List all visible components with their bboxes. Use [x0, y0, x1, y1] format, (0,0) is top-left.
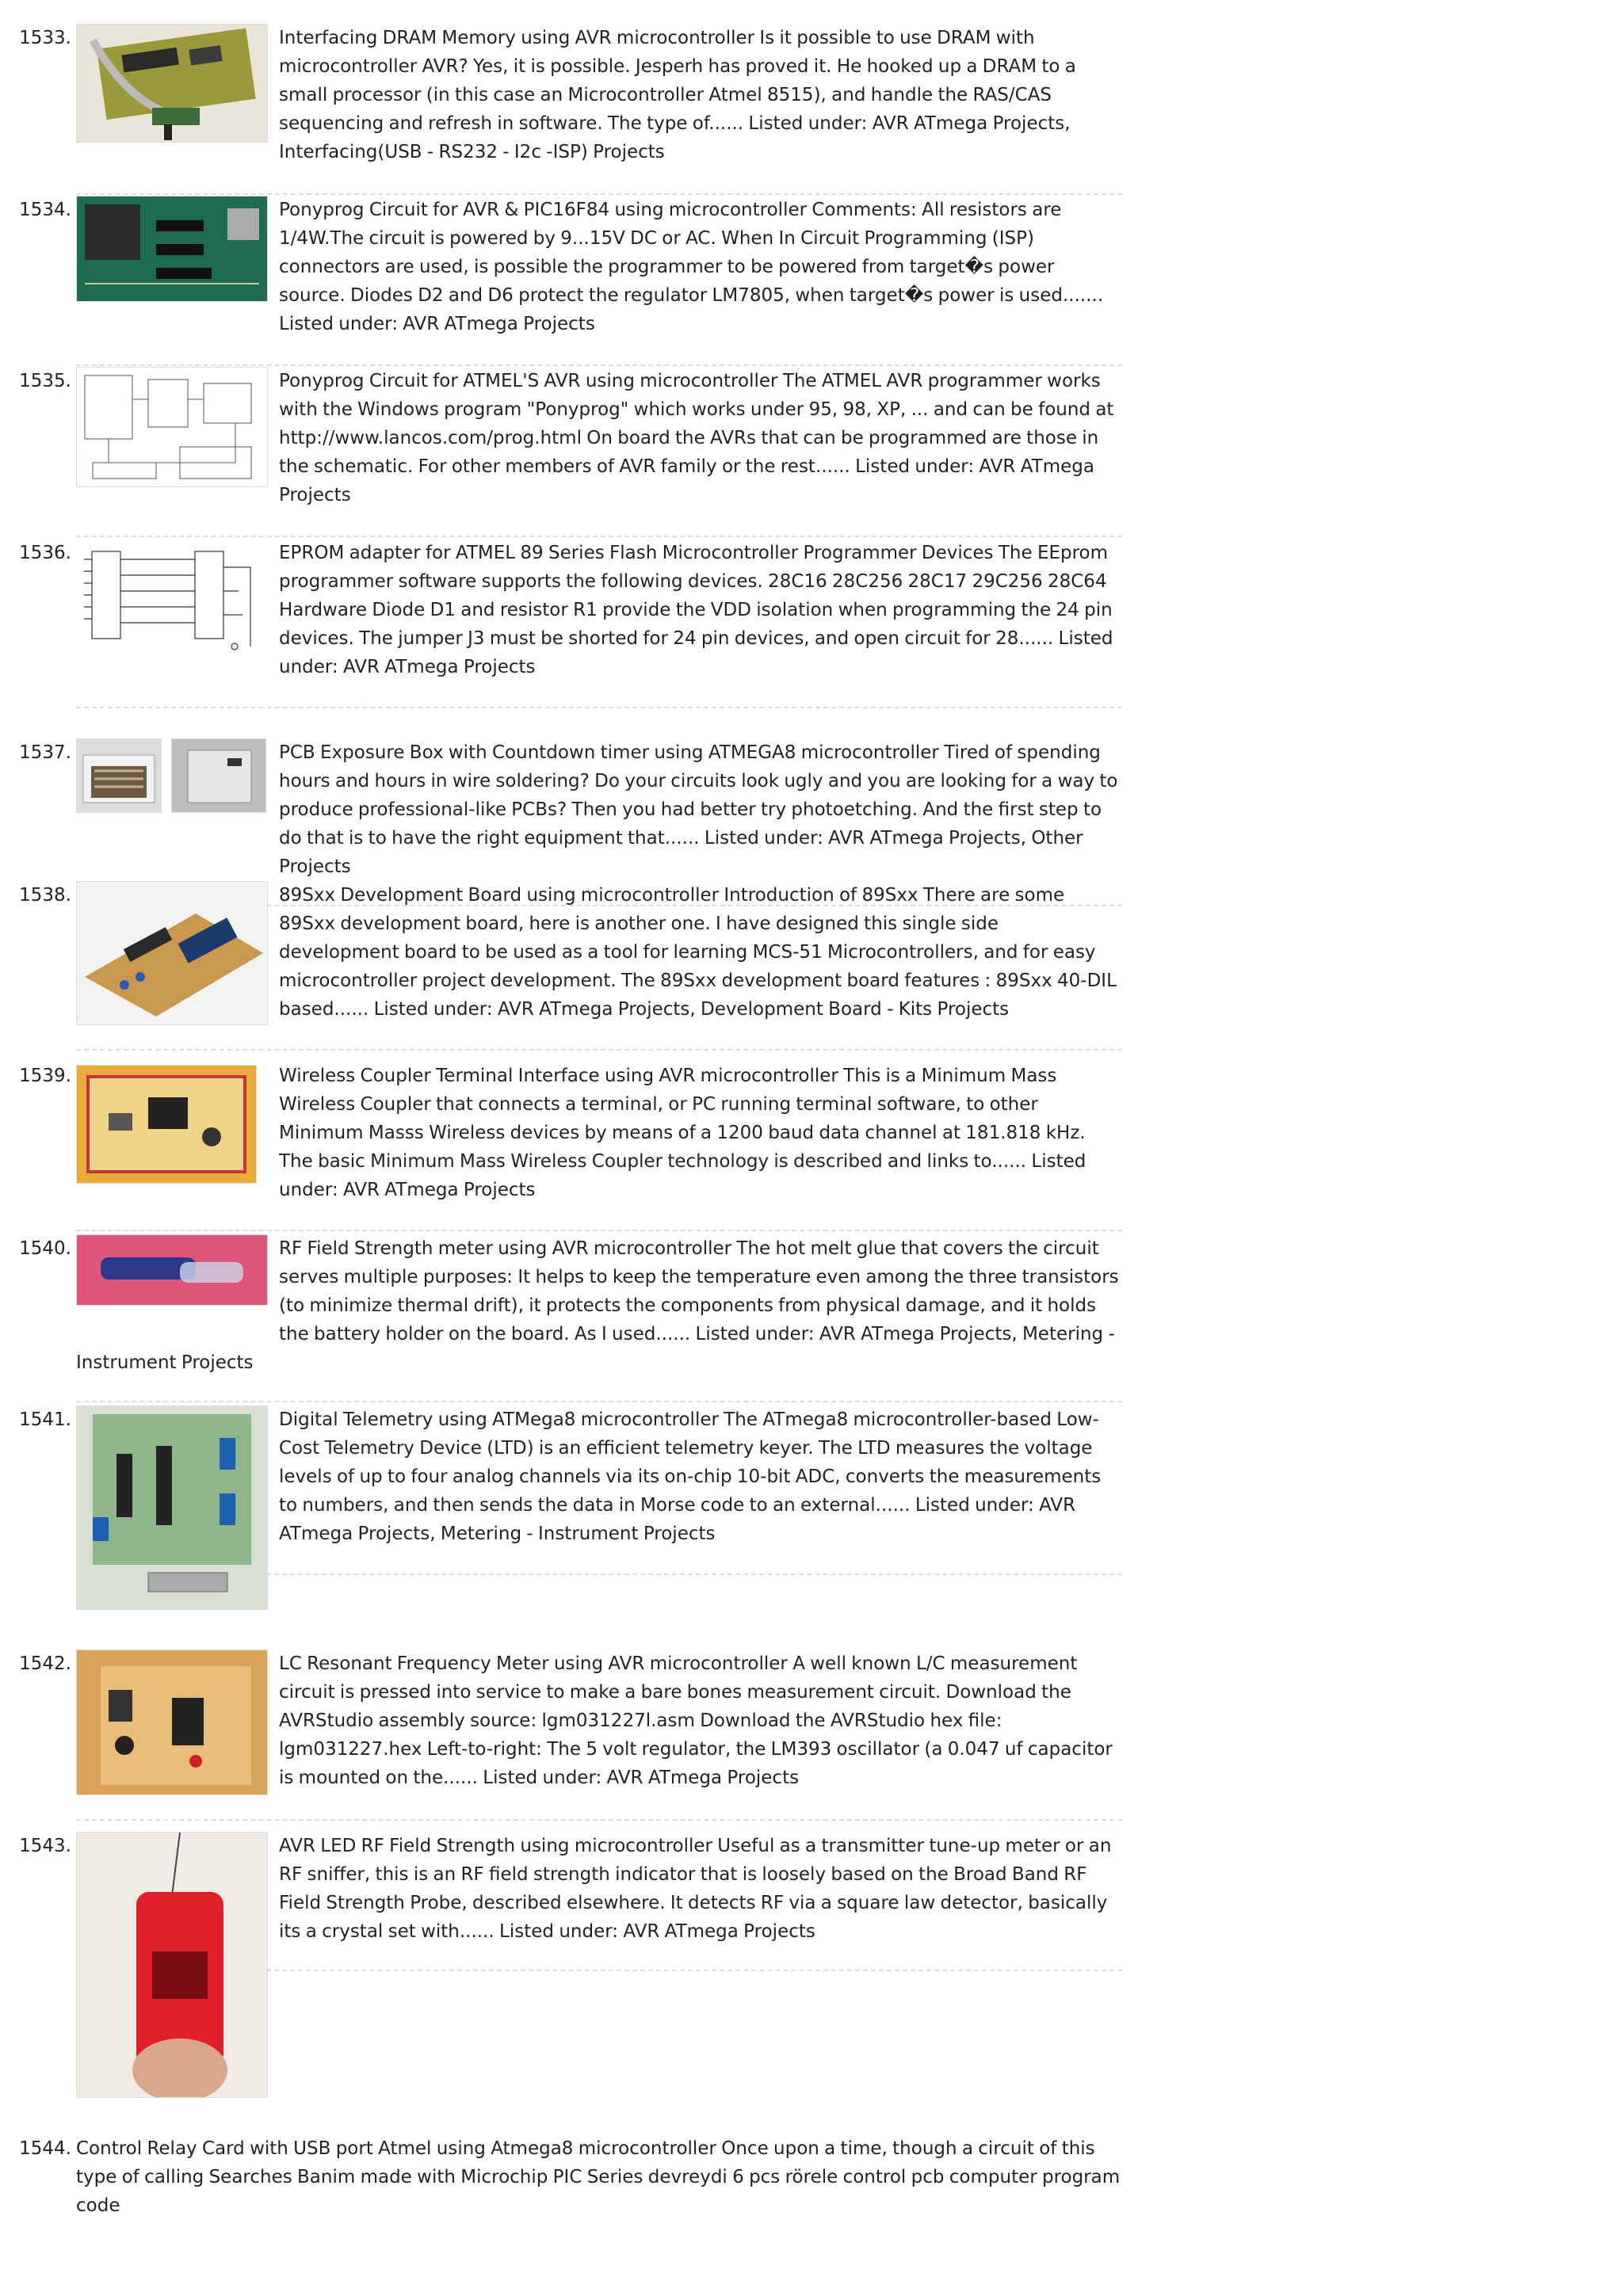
project-thumbnail[interactable] — [76, 1650, 268, 1795]
project-thumbnail[interactable] — [76, 1832, 268, 2098]
item-number: 1535. — [19, 371, 71, 391]
list-item — [0, 539, 1125, 697]
list-item — [0, 1832, 1125, 2101]
item-number: 1538. — [19, 885, 71, 906]
project-thumbnail[interactable] — [76, 367, 268, 487]
project-thumbnail[interactable] — [171, 738, 266, 813]
project-thumbnail[interactable] — [76, 24, 268, 143]
project-thumbnail[interactable] — [76, 738, 162, 813]
list-item — [0, 2134, 1125, 2216]
item-number: 1539. — [19, 1066, 71, 1086]
divider — [76, 1049, 1122, 1051]
divider — [76, 1230, 1122, 1231]
project-thumbnail[interactable] — [76, 1405, 268, 1610]
item-description[interactable]: LC Resonant Frequency Meter using AVR microcontroller A well known L/C measurement circuit is pressed into service to make a bare bones measurement circuit. Download the AVRStudio assembly source: lgm031227l.asm Download the AVRStudio hex file: lgm031227.hex Left-to-right: The 5 volt regulator, the LM393 oscillator (a 0.047 uf capacitor is mounted on the...... Listed under: AVR ATmega Projects — [279, 1653, 1113, 1788]
list-item — [0, 196, 1125, 338]
project-thumbnail[interactable] — [76, 196, 268, 302]
divider — [76, 1401, 1122, 1402]
item-number: 1533. — [19, 28, 71, 48]
project-thumbnail[interactable] — [76, 1065, 257, 1184]
item-description[interactable]: Control Relay Card with USB port Atmel using Atmega8 microcontroller Once upon a time, though a circuit of this type of calling Searches Banim made with Microchip PIC Series devreydi 6 pcs rörele control pcb computer program code — [76, 2138, 1121, 2216]
list-item — [0, 881, 1125, 1024]
divider — [266, 1970, 1122, 1971]
list-item — [0, 738, 1125, 881]
divider — [76, 536, 1122, 537]
item-description[interactable]: PCB Exposure Box with Countdown timer using ATMEGA8 microcontroller Tired of spending hours and hours in wire soldering? Do your circuits look ugly and you are looking for a way to produce professional-like PCBs? Then you had better try photoetching. And the first step to do that is to have the right equipment that...... Listed under: AVR ATmega Projects, Other Projects — [279, 742, 1118, 877]
item-description[interactable]: Interfacing DRAM Memory using AVR microcontroller Is it possible to use DRAM with microcontroller AVR? Yes, it is possible. Jesperh has proved it. He hooked up a DRAM to a small processor (in this case an Microcontroller Atmel 8515), and handle the RAS/CAS sequencing and refresh in software. The type of...... Listed under: AVR ATmega Projects, Interfacing(USB - RS232 - I2c -ISP) Projects — [279, 28, 1076, 162]
divider — [76, 707, 1122, 708]
list-item — [0, 1650, 1125, 1800]
list-item — [0, 1062, 1125, 1204]
item-number: 1544. — [19, 2138, 71, 2159]
item-description[interactable]: 89Sxx Development Board using microcontroller Introduction of 89Sxx There are some 89Sxx development board, here is another one. I have designed this single side development board to be used as a tool for learning MCS-51 Microcontrollers, and for easy microcontroller project development. The 89Sxx development board features : 89Sxx 40-DIL based...... Listed under: AVR ATmega Projects, Development Board - Kits Projects — [279, 885, 1117, 1020]
item-number: 1541. — [19, 1409, 71, 1430]
project-thumbnail[interactable] — [76, 1234, 268, 1306]
divider — [76, 364, 1122, 366]
item-number: 1542. — [19, 1653, 71, 1674]
item-description[interactable]: Ponyprog Circuit for ATMEL'S AVR using microcontroller The ATMEL AVR programmer works with the Windows program "Ponyprog" which works under 95, 98, XP, ... and can be found at http://www.lancos.com/prog.html On board the AVRs that can be programmed are those in the schematic. For other members of AVR family or the rest...... Listed under: AVR ATmega Projects — [279, 371, 1114, 505]
item-number: 1536. — [19, 543, 71, 563]
list-item — [0, 367, 1125, 509]
item-description-continued[interactable]: Instrument Projects — [76, 1352, 254, 1373]
list-item — [0, 1234, 1125, 1377]
divider — [76, 193, 1122, 195]
divider — [266, 1573, 1122, 1575]
project-thumbnail[interactable] — [76, 881, 268, 1025]
item-description[interactable]: RF Field Strength meter using AVR microcontroller The hot melt glue that covers the circuit serves multiple purposes: It helps to keep the temperature even among the three transistors (to minimize thermal drift), it protects the components from physical damage, and it holds the battery holder on the board. As I used...... Listed under: AVR ATmega Projects, Metering - — [279, 1238, 1119, 1344]
project-thumbnail[interactable] — [76, 543, 266, 662]
item-number: 1540. — [19, 1238, 71, 1259]
list-item — [0, 1405, 1125, 1611]
item-number: 1543. — [19, 1836, 71, 1856]
item-number: 1534. — [19, 200, 71, 220]
item-description[interactable]: Wireless Coupler Terminal Interface using AVR microcontroller This is a Minimum Mass Wireless Coupler that connects a terminal, or PC running terminal software, to other Minimum Masss Wireless devices by means of a 1200 baud data channel at 181.818 kHz. The basic Minimum Mass Wireless Coupler technology is described and links to...... Listed under: AVR ATmega Projects — [279, 1066, 1086, 1200]
item-description[interactable]: Digital Telemetry using ATMega8 microcontroller The ATmega8 microcontroller-based Low-Cost Telemetry Device (LTD) is an efficient telemetry keyer. The LTD measures the voltage levels of up to four analog channels via its on-chip 10-bit ADC, converts the measurements to numbers, and then sends the data in Morse code to an external...... Listed under: AVR ATmega Projects, Metering - Instrument Projects — [279, 1409, 1102, 1544]
item-description[interactable]: AVR LED RF Field Strength using microcontroller Useful as a transmitter tune-up meter or an RF sniffer, this is an RF field strength indicator that is loosely based on the Broad Band RF Field Strength Probe, described elsewhere. It detects RF via a square law detector, basically its a crystal set with...... Listed under: AVR ATmega Projects — [279, 1836, 1112, 1942]
list-item — [0, 24, 1125, 166]
item-description[interactable]: Ponyprog Circuit for AVR & PIC16F84 using microcontroller Comments: All resistors are 1/4W.The circuit is powered by 9...15V DC or AC. When In Circuit Programming (ISP) connectors are used, is possible the programmer to be powered from target�s power source. Diodes D2 and D6 protect the regulator LM7805, when target�s power is used....... Listed under: AVR ATmega Projects — [279, 200, 1104, 334]
item-number: 1537. — [19, 742, 71, 763]
item-description[interactable]: EPROM adapter for ATMEL 89 Series Flash Microcontroller Programmer Devices The EEprom programmer software supports the following devices. 28C16 28C256 28C17 29C256 28C64 Hardware Diode D1 and resistor R1 provide the VDD isolation when programming the 24 pin devices. The jumper J3 must be shorted for 24 pin devices, and open circuit for 28...... Listed under: AVR ATmega Projects — [279, 543, 1113, 677]
divider — [76, 1819, 1122, 1821]
